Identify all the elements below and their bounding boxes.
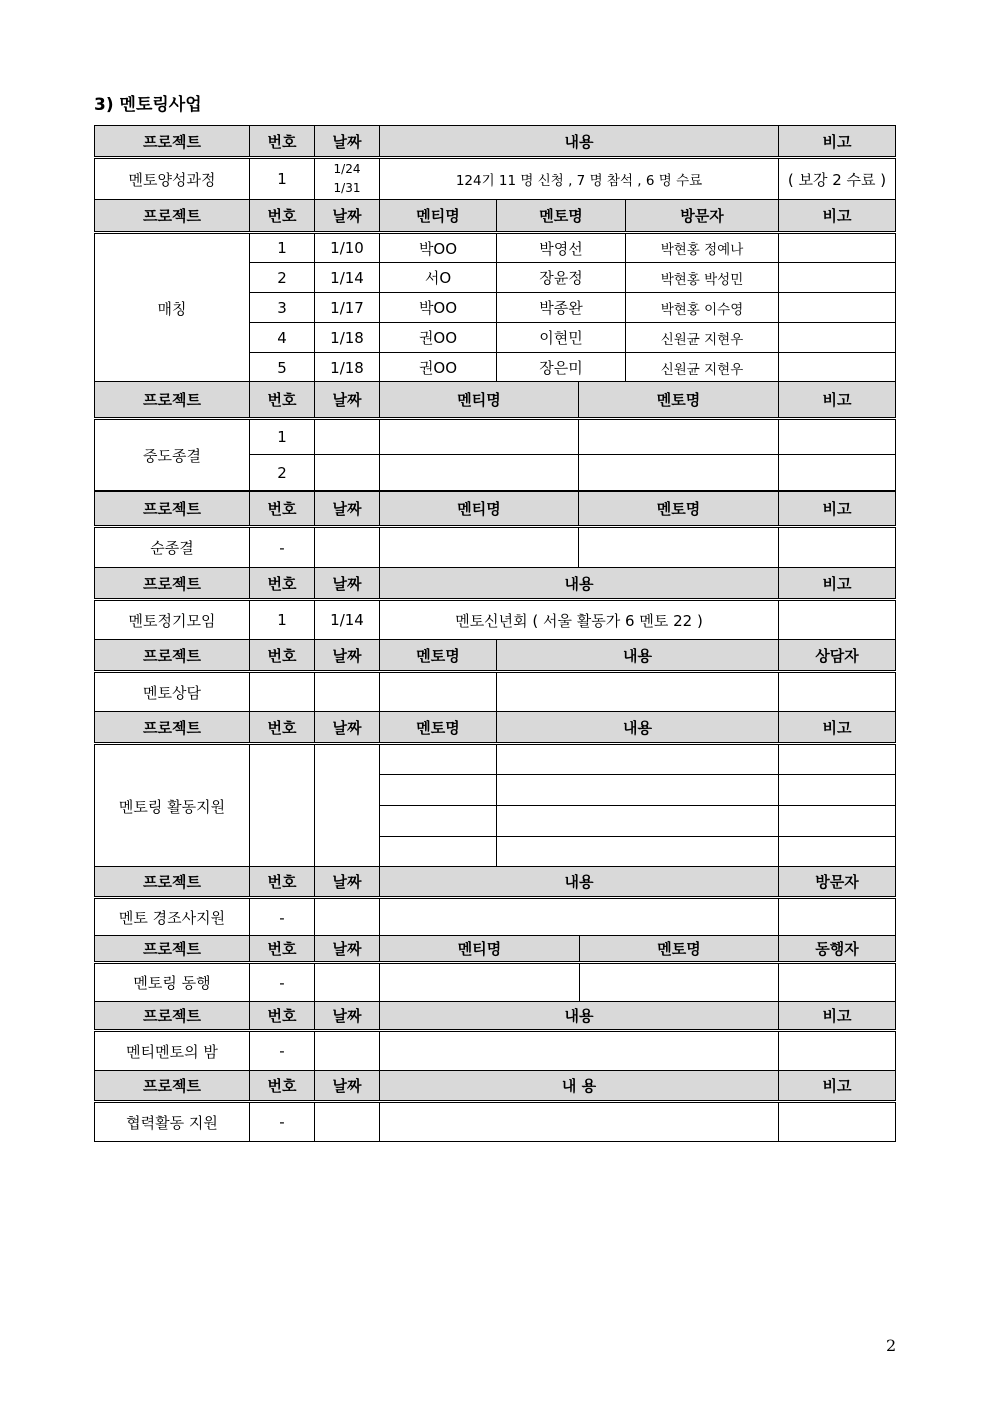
header-number: 번호 <box>250 1071 315 1102</box>
table-row <box>95 672 896 712</box>
midterm-table <box>94 381 896 491</box>
header-counselor: 상담자 <box>779 640 896 672</box>
mentor-cell: 장은미 <box>497 353 626 383</box>
header-date: 날짜 <box>315 492 380 527</box>
header-mentee: 멘티명 <box>380 492 579 527</box>
regular-meeting-table <box>94 567 896 640</box>
header-content: 내용 <box>497 712 779 744</box>
number-cell: 1 <box>250 158 315 200</box>
note-cell <box>779 806 896 837</box>
condolence-table <box>94 866 896 937</box>
mentor-cell <box>380 672 497 712</box>
date-cell <box>315 455 380 491</box>
header-mentor: 멘토명 <box>380 640 497 672</box>
header-project: 프로젝트 <box>95 126 250 158</box>
content-cell: 멘토신년회 ( 서울 활동가 6 멘토 22 ) <box>380 600 779 640</box>
mentor-cell <box>579 527 779 568</box>
note-cell <box>779 353 896 383</box>
header-number: 번호 <box>250 640 315 672</box>
header-mentee: 멘티명 <box>380 936 580 963</box>
header-project: 프로젝트 <box>95 200 250 233</box>
header-note: 비고 <box>779 126 896 158</box>
note-cell <box>779 1031 896 1071</box>
visitor-cell <box>779 898 896 937</box>
header-number: 번호 <box>250 200 315 233</box>
number-cell: 4 <box>250 323 315 353</box>
mentor-cell <box>380 837 497 868</box>
date-cell: 1/10 <box>315 233 380 263</box>
number-cell: 1 <box>250 600 315 640</box>
content-cell <box>497 775 779 806</box>
project-cell: 멘토 경조사지원 <box>95 898 250 937</box>
mentor-cell <box>579 455 779 491</box>
content-cell <box>497 672 779 712</box>
table-row <box>95 419 896 455</box>
table-row <box>95 1031 896 1071</box>
header-note: 비고 <box>779 382 896 419</box>
mentee-cell <box>380 455 579 491</box>
header-date: 날짜 <box>315 1071 380 1102</box>
note-cell <box>779 1102 896 1142</box>
project-cell: 순종결 <box>95 527 250 568</box>
date-line: 1/31 <box>333 181 361 195</box>
mentee-cell: 박OO <box>380 233 497 263</box>
date-cell: 1/14 <box>315 263 380 293</box>
number-cell: 1 <box>250 419 315 455</box>
header-date: 날짜 <box>315 568 380 600</box>
date-cell <box>315 672 380 712</box>
header-note: 비고 <box>779 492 896 527</box>
header-number: 번호 <box>250 126 315 158</box>
date-cell <box>315 1102 380 1142</box>
accompany-table <box>94 935 896 1002</box>
date-cell <box>315 963 380 1002</box>
header-mentor: 멘토명 <box>579 492 779 527</box>
header-number: 번호 <box>250 867 315 898</box>
mentor-cell <box>380 806 497 837</box>
mentee-cell <box>380 527 579 568</box>
visitor-cell: 신원균 지현우 <box>626 323 779 353</box>
content-cell: 124기 11 명 신청 , 7 명 참석 , 6 명 수료 <box>380 158 779 200</box>
mentee-cell <box>380 419 579 455</box>
header-mentee: 멘티명 <box>380 200 497 233</box>
header-project: 프로젝트 <box>95 867 250 898</box>
counselor-cell <box>779 672 896 712</box>
header-mentor: 멘토명 <box>497 200 626 233</box>
header-mentor: 멘토명 <box>580 936 779 963</box>
mentor-cell <box>380 775 497 806</box>
table-row <box>95 744 896 775</box>
header-date: 날짜 <box>315 640 380 672</box>
date-cell <box>315 1031 380 1071</box>
header-date: 날짜 <box>315 126 380 158</box>
project-cell: 멘토정기모임 <box>95 600 250 640</box>
visitor-cell: 신원균 지현우 <box>626 353 779 383</box>
note-cell <box>779 419 896 455</box>
date-cell: 1/18 <box>315 353 380 383</box>
project-cell: 멘토링 동행 <box>95 963 250 1002</box>
header-number: 번호 <box>250 712 315 744</box>
date-cell <box>315 158 380 200</box>
date-cell <box>315 744 380 868</box>
activity-support-table <box>94 711 896 868</box>
header-project: 프로젝트 <box>95 1002 250 1031</box>
mentor-cell <box>580 963 779 1002</box>
date-cell: 1/14 <box>315 600 380 640</box>
content-cell <box>497 837 779 868</box>
note-cell <box>779 600 896 640</box>
header-date: 날짜 <box>315 712 380 744</box>
date-cell <box>315 419 380 455</box>
header-date: 날짜 <box>315 200 380 233</box>
header-project: 프로젝트 <box>95 640 250 672</box>
mentor-cell: 박영선 <box>497 233 626 263</box>
header-content: 내용 <box>380 568 779 600</box>
table-row <box>95 527 896 568</box>
header-visitor: 방문자 <box>626 200 779 233</box>
content-cell <box>380 1031 779 1071</box>
header-number: 번호 <box>250 492 315 527</box>
header-number: 번호 <box>250 1002 315 1031</box>
mentee-cell: 권OO <box>380 353 497 383</box>
header-project: 프로젝트 <box>95 712 250 744</box>
header-note: 비고 <box>779 1002 896 1031</box>
header-project: 프로젝트 <box>95 568 250 600</box>
project-cell: 멘토링 활동지원 <box>95 744 250 868</box>
night-table <box>94 1001 896 1071</box>
table-row <box>95 600 896 640</box>
note-cell <box>779 744 896 775</box>
mentor-cell: 장윤정 <box>497 263 626 293</box>
header-number: 번호 <box>250 936 315 963</box>
header-visitor: 방문자 <box>779 867 896 898</box>
note-cell: ( 보강 2 수료 ) <box>779 158 896 200</box>
header-note: 비고 <box>779 200 896 233</box>
note-cell <box>779 775 896 806</box>
mentor-cell <box>579 419 779 455</box>
mentee-cell: 박OO <box>380 293 497 323</box>
number-cell: - <box>250 1031 315 1071</box>
header-project: 프로젝트 <box>95 1071 250 1102</box>
companion-cell <box>779 963 896 1002</box>
number-cell <box>250 744 315 868</box>
number-cell: 2 <box>250 455 315 491</box>
project-cell: 멘토양성과정 <box>95 158 250 200</box>
header-note: 비고 <box>779 568 896 600</box>
content-cell <box>497 744 779 775</box>
visitor-cell: 박현홍 정예나 <box>626 233 779 263</box>
header-note: 비고 <box>779 712 896 744</box>
training-table <box>94 125 896 200</box>
header-date: 날짜 <box>315 936 380 963</box>
header-date: 날짜 <box>315 1002 380 1031</box>
number-cell: - <box>250 963 315 1002</box>
header-mentor: 멘토명 <box>380 712 497 744</box>
note-cell <box>779 527 896 568</box>
project-cell: 멘티멘토의 밤 <box>95 1031 250 1071</box>
date-cell <box>315 898 380 937</box>
number-cell <box>250 672 315 712</box>
header-project: 프로젝트 <box>95 382 250 419</box>
header-note: 비고 <box>779 1071 896 1102</box>
number-cell: - <box>250 1102 315 1142</box>
project-cell: 협력활동 지원 <box>95 1102 250 1142</box>
header-content: 내용 <box>380 126 779 158</box>
note-cell <box>779 323 896 353</box>
number-cell: - <box>250 898 315 937</box>
header-companion: 동행자 <box>779 936 896 963</box>
note-cell <box>779 263 896 293</box>
visitor-cell: 박현홍 박성민 <box>626 263 779 293</box>
mentor-cell <box>380 744 497 775</box>
date-cell <box>315 527 380 568</box>
header-content: 내용 <box>497 640 779 672</box>
mentor-cell: 이현민 <box>497 323 626 353</box>
table-row <box>95 233 896 263</box>
header-date: 날짜 <box>315 867 380 898</box>
number-cell: 1 <box>250 233 315 263</box>
date-line: 1/24 <box>333 162 361 176</box>
header-date: 날짜 <box>315 382 380 419</box>
header-number: 번호 <box>250 382 315 419</box>
header-number: 번호 <box>250 568 315 600</box>
counseling-table <box>94 639 896 712</box>
mentee-cell: 권OO <box>380 323 497 353</box>
section-title: 3) 멘토링사업 <box>94 95 202 115</box>
header-content: 내용 <box>380 1002 779 1031</box>
mentor-cell: 박종완 <box>497 293 626 323</box>
date-cell: 1/17 <box>315 293 380 323</box>
number-cell: - <box>250 527 315 568</box>
content-cell <box>497 806 779 837</box>
header-mentee: 멘티명 <box>380 382 579 419</box>
header-project: 프로젝트 <box>95 492 250 527</box>
normal-end-table <box>94 491 896 568</box>
content-cell <box>380 1102 779 1142</box>
table-row <box>95 1102 896 1142</box>
page-number: 2 <box>886 1336 897 1355</box>
date-cell: 1/18 <box>315 323 380 353</box>
note-cell <box>779 837 896 868</box>
project-cell: 매칭 <box>95 233 250 383</box>
visitor-cell: 박현홍 이수영 <box>626 293 779 323</box>
note-cell <box>779 293 896 323</box>
note-cell <box>779 455 896 491</box>
header-mentor: 멘토명 <box>579 382 779 419</box>
number-cell: 3 <box>250 293 315 323</box>
number-cell: 5 <box>250 353 315 383</box>
mentee-cell <box>380 963 580 1002</box>
header-project: 프로젝트 <box>95 936 250 963</box>
header-content: 내 용 <box>380 1071 779 1102</box>
cooperation-table <box>94 1070 896 1142</box>
table-row <box>95 963 896 1002</box>
table-row <box>95 898 896 937</box>
mentee-cell: 서O <box>380 263 497 293</box>
number-cell: 2 <box>250 263 315 293</box>
note-cell <box>779 233 896 263</box>
project-cell: 중도종결 <box>95 419 250 491</box>
project-cell: 멘토상담 <box>95 672 250 712</box>
header-content: 내용 <box>380 867 779 898</box>
content-cell <box>380 898 779 937</box>
matching-table <box>94 199 896 383</box>
